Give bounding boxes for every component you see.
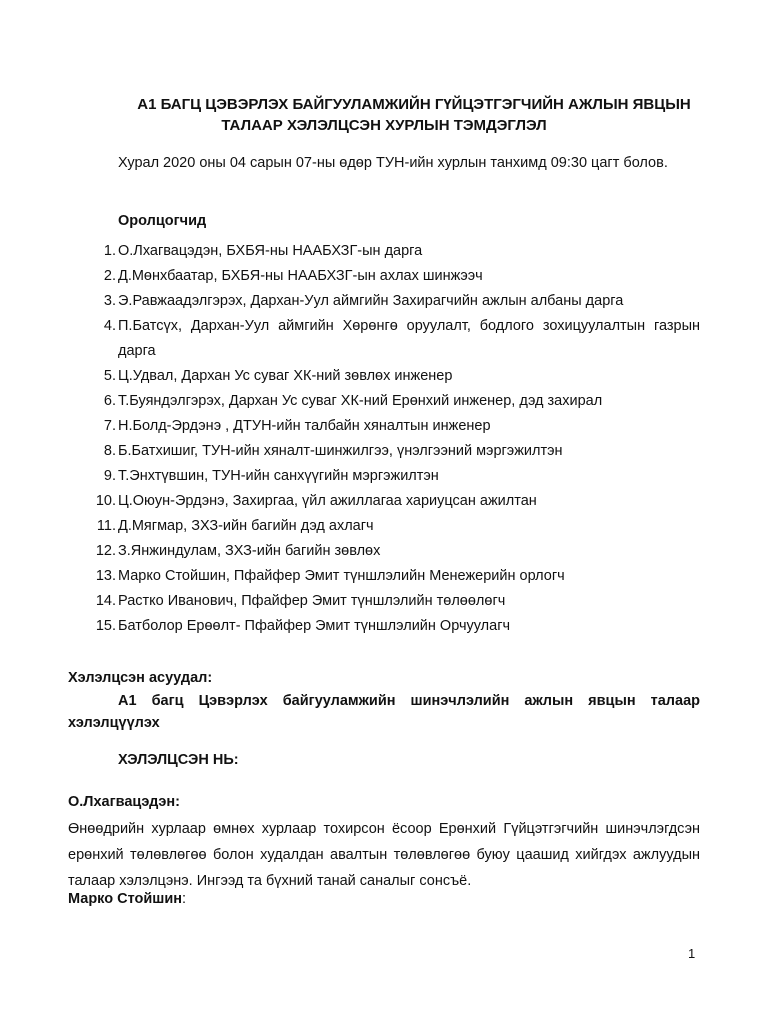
item-number: 4. [103,318,116,334]
list-item [68,389,700,414]
item-text: Д.Мөнхбаатар, БХБЯ-ны НААБХЗГ-ын ахлах шинжээч [118,268,483,284]
list-item [68,414,700,439]
discussed-heading: ХЭЛЭЛЦСЭН НЬ: [118,752,239,768]
item-text: Т.Энхтүвшин, ТУН-ийн санхүүгийн мэргэжилтэн [118,468,439,484]
item-text: Растко Иванович, Пфайфер Эмит түншлэлийн төлөөлөгч [118,593,506,609]
item-text: Д.Мягмар, ЗХЗ-ийн багийн дэд ахлагч [118,518,374,534]
speaker-name: О.Лхагвацэдэн: [68,794,180,810]
item-text: Б.Батхишиг, ТУН-ийн хяналт-шинжилгээ, үнэлгээний мэргэжилтэн [118,443,563,459]
participants-heading: Оролцогчид [118,213,207,229]
speaker-statement: Өнөөдрийн хурлаар өмнөх хурлаар тохирсон ёсоор Ерөнхий Гүйцэтгэгчийн шинэчлэгдсэн ерөнхий төлөвлөгөө болон худалдан авалтын төлөвлөгөө буюу цаашид хийгдэх ажлуудын талаар хэлэлцэнэ. Ингээд та бүхний танай саналыг сонсъё. [68,821,700,889]
item-text: Батболор Ерөөлт- Пфайфер Эмит түншлэлийн Орчуулагч [118,618,511,634]
item-number: 10. [95,493,116,509]
item-text: П.Батсүх, Дархан-Уул аймгийн Хөрөнгө оруулалт, бодлого зохицуулалтын газрын дарга [118,318,700,359]
item-number: 1. [103,243,116,259]
list-item [68,314,700,364]
list-item [68,439,700,464]
speaker-colon: : [182,891,187,907]
speaker-name-line [68,891,186,907]
item-number: 2. [103,268,116,284]
list-item [68,464,700,489]
item-number: 6. [103,393,116,409]
item-text: З.Янжиндулам, ЗХЗ-ийн багийн зөвлөх [118,543,381,559]
title-line-2: ТАЛААР ХЭЛЭЛЦСЭН ХУРЛЫН ТЭМДЭГЛЭЛ [221,117,547,134]
item-number: 5. [103,368,116,384]
title-line-1: А1 БАГЦ ЦЭВЭРЛЭХ БАЙГУУЛАМЖИЙН ГҮЙЦЭТГЭГЧИЙН АЖЛЫН ЯВЦЫН [137,96,691,113]
list-item [68,539,700,564]
list-item [68,364,700,389]
item-text: Н.Болд-Эрдэнэ , ДТУН-ийн талбайн хяналтын инженер [118,418,491,434]
item-number: 15. [95,618,116,634]
topic-text: А1 багц Цэвэрлэх байгууламжийн шинэчлэлийн ажлын явцын талаар хэлэлцүүлэх [68,693,700,731]
participants-list [68,239,700,639]
item-number: 11. [96,518,116,534]
list-item [68,514,700,539]
intro-paragraph: Хурал 2020 оны 04 сарын 07-ны өдөр ТУН-ийн хурлын танхимд 09:30 цагт болов. [118,155,668,171]
item-number: 3. [103,293,116,309]
list-item [68,289,700,314]
item-text: Т.Буяндэлгэрэх, Дархан Ус суваг ХК-ний Ерөнхий инженер, дэд захирал [118,393,603,409]
topic-heading: Хэлэлцсэн асуудал: [68,670,213,686]
list-item [68,614,700,639]
item-text: Ц.Удвал, Дархан Ус суваг ХК-ний зөвлөх инженер [118,368,453,384]
item-text: Ц.Оюун-Эрдэнэ, Захиргаа, үйл ажиллагаа хариуцсан ажилтан [118,493,537,509]
document-title [68,94,700,136]
item-number: 13. [95,568,116,584]
page-number: 1 [688,946,696,961]
list-item [68,264,700,289]
item-number: 9. [103,468,116,484]
item-text: Э.Равжаадэлгэрэх, Дархан-Уул аймгийн Захирагчийн ажлын албаны дарга [118,293,624,309]
list-item [68,239,700,264]
list-item [68,489,700,514]
item-text: Марко Стойшин, Пфайфер Эмит түншлэлийн Менежерийн орлогч [118,568,565,584]
item-number: 8. [103,443,116,459]
list-item [68,589,700,614]
item-number: 12. [95,543,116,559]
item-number: 7. [103,418,116,434]
speaker-name: Марко Стойшин [68,891,183,907]
item-text: О.Лхагвацэдэн, БХБЯ-ны НААБХЗГ-ын дарга [118,243,423,259]
item-number: 14. [95,593,116,609]
list-item [68,564,700,589]
